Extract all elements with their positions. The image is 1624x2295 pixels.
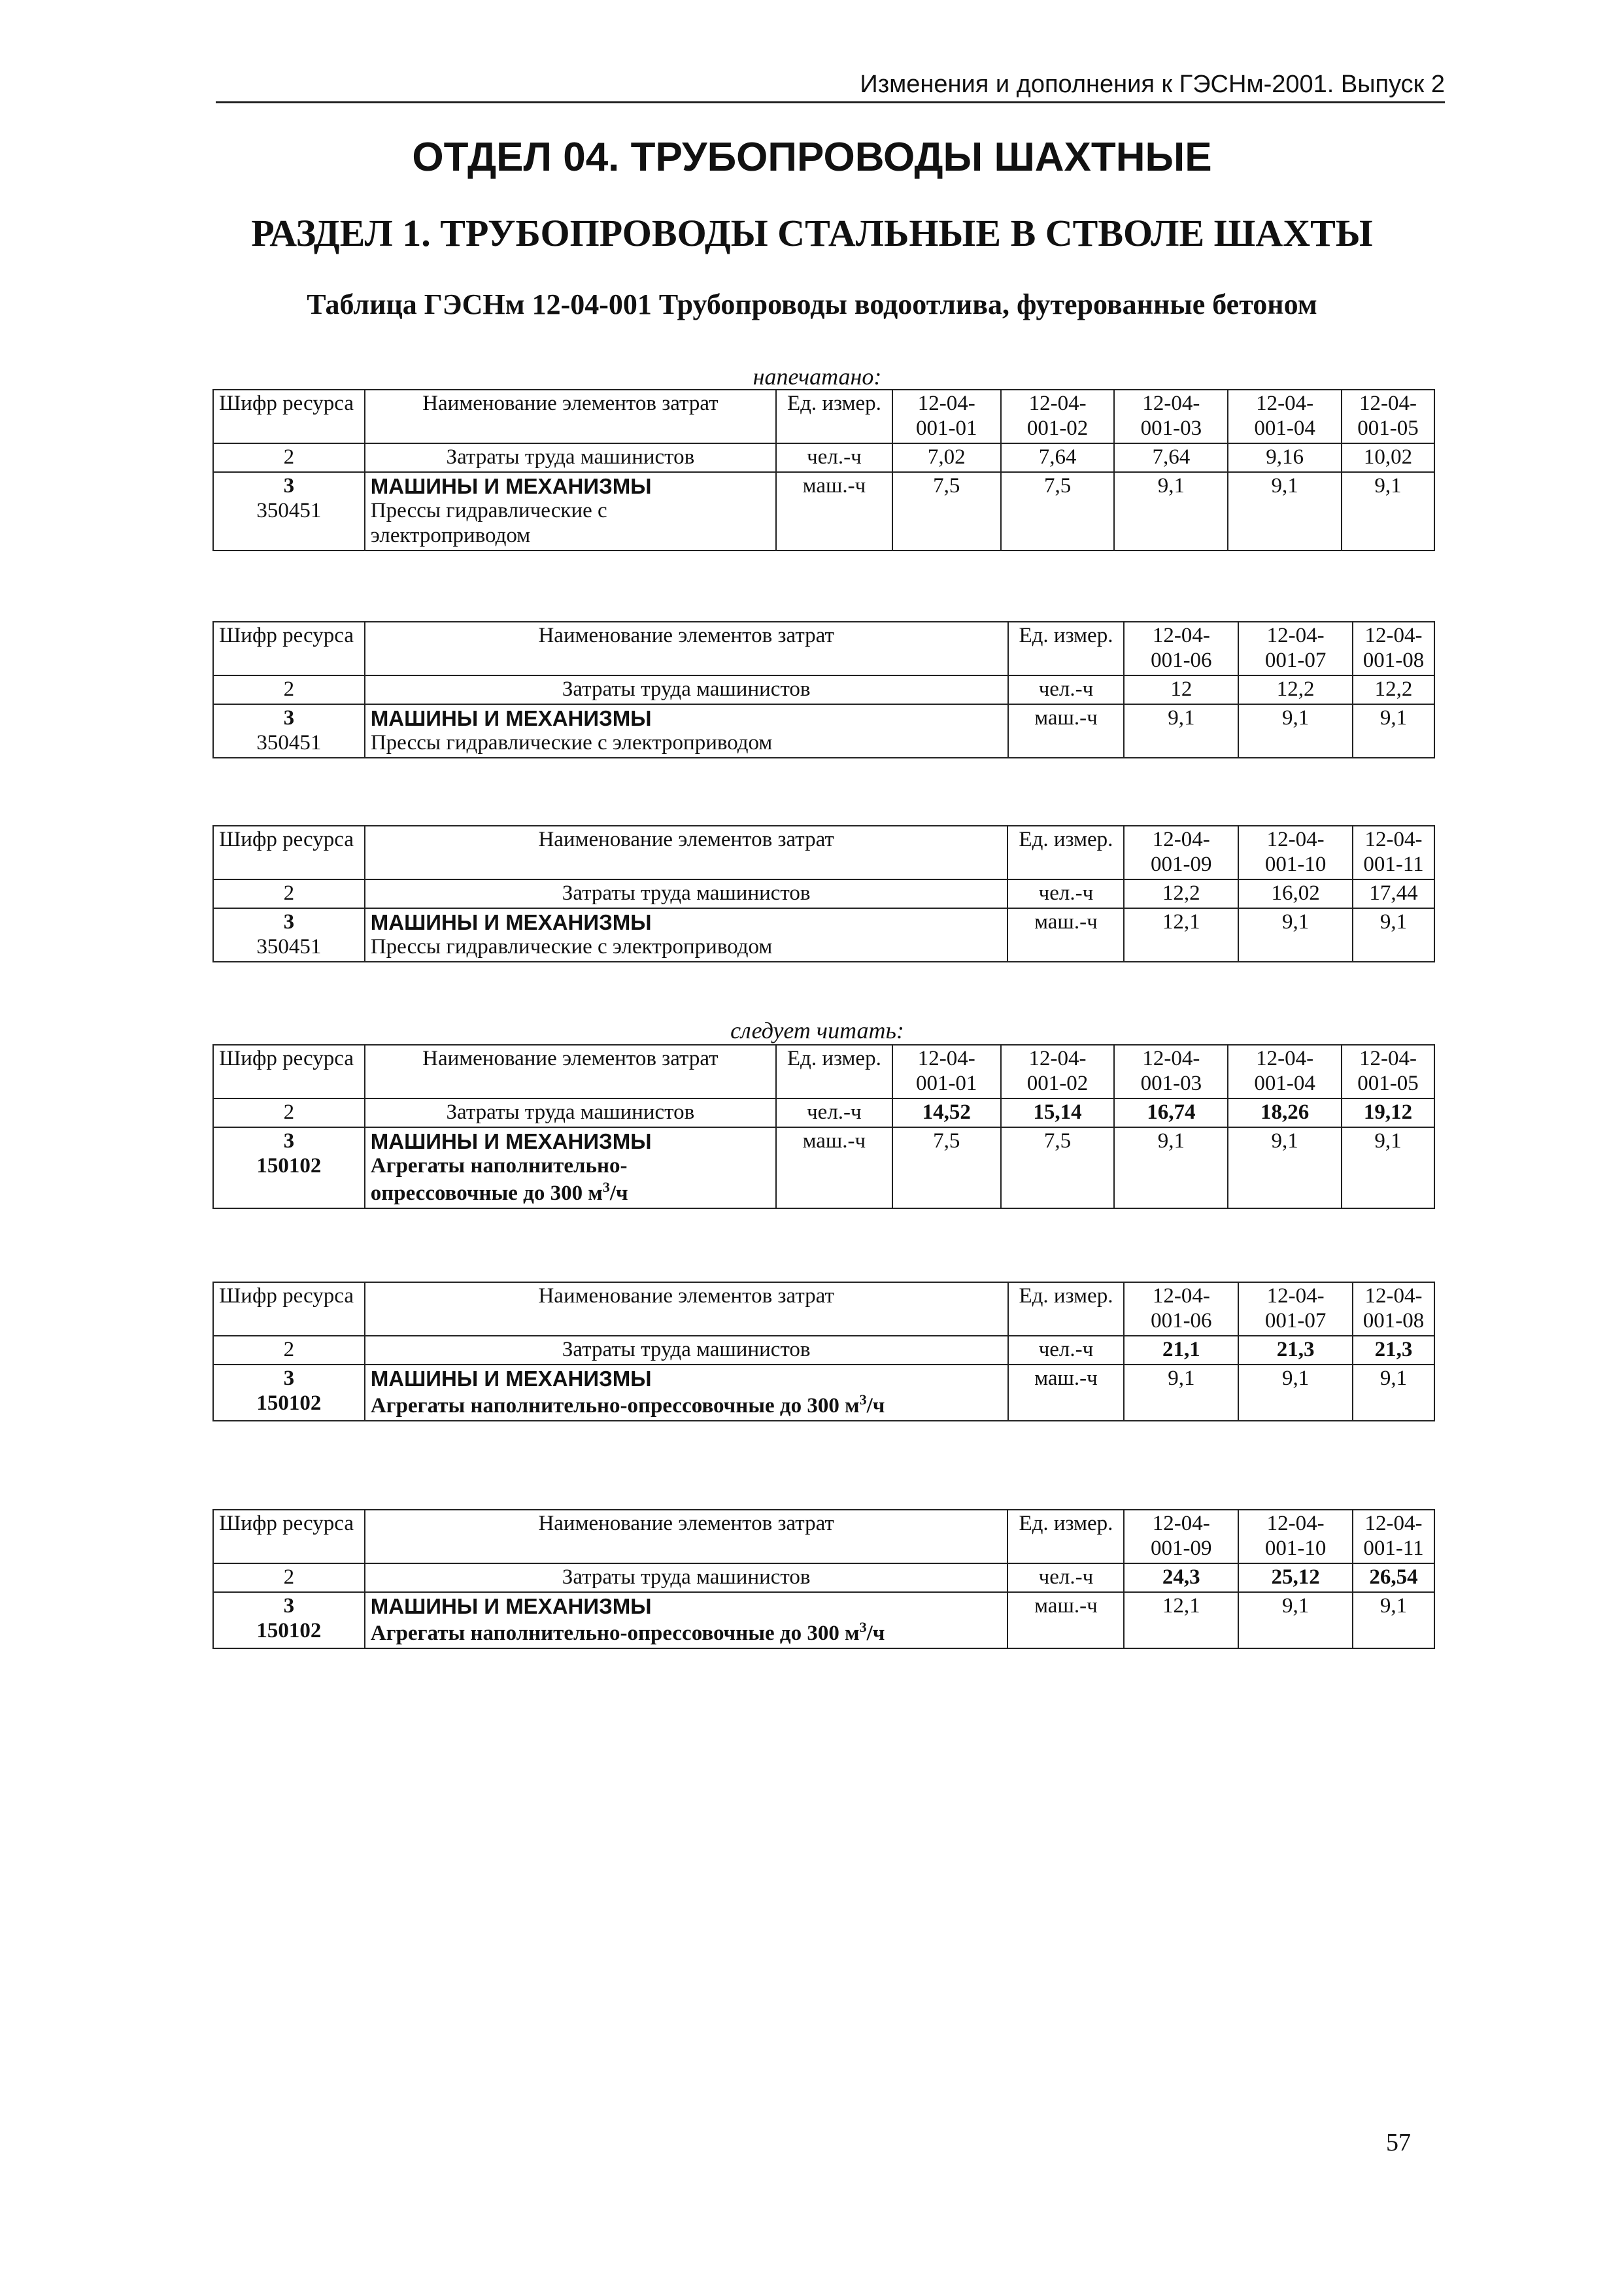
norm-code-header: 12-04- 001-11 [1353, 826, 1434, 879]
machine-name-text: Прессы гидравлические с электроприводом [370, 934, 773, 959]
machine-code: 350451 [256, 934, 322, 959]
resource-unit: чел.-ч [1008, 675, 1125, 704]
printed-caption: напечатано: [753, 364, 882, 390]
machine-code-cell [213, 1127, 365, 1208]
group-code: 3 [283, 910, 295, 934]
machine-name-cell [365, 1592, 1008, 1648]
resource-name: Затраты труда машинистов [365, 675, 1008, 704]
machine-value: 9,1 [1353, 1592, 1434, 1648]
machine-unit: маш.-ч [1008, 1365, 1125, 1421]
header-name: Наименование элементов затрат [365, 1282, 1008, 1336]
norm-code-header: 12-04- 001-07 [1238, 1282, 1353, 1336]
machine-row [213, 1592, 1434, 1648]
norm-code-header: 12-04- 001-09 [1124, 826, 1238, 879]
printed-table [212, 389, 1435, 551]
header-code: Шифр ресурса [213, 1282, 365, 1336]
header-row [213, 1510, 1434, 1563]
machine-row [213, 1365, 1434, 1421]
machine-value: 9,1 [1114, 472, 1228, 551]
machine-code: 150102 [256, 1153, 322, 1178]
header-row [213, 1045, 1434, 1098]
machine-value: 9,1 [1114, 1127, 1228, 1208]
machine-name [371, 1619, 1002, 1646]
resource-name: Затраты труда машинистов [365, 1336, 1008, 1365]
machine-code: 150102 [256, 1618, 322, 1642]
header-name: Наименование элементов затрат [365, 826, 1008, 879]
header-unit: Ед. измер. [776, 1045, 892, 1098]
page-number: 57 [1386, 2129, 1411, 2156]
group-code: 3 [283, 1366, 295, 1390]
labor-value: 15,14 [1001, 1098, 1115, 1127]
machine-value: 9,1 [1238, 908, 1353, 962]
machine-code-cell [213, 908, 365, 962]
labor-value: 7,02 [892, 443, 1001, 472]
labor-value: 19,12 [1342, 1098, 1434, 1127]
machine-name [371, 935, 1002, 960]
machine-name-sup: 3 [859, 1618, 867, 1635]
machine-row [213, 1127, 1434, 1208]
norm-code-header: 12-04- 001-08 [1353, 622, 1434, 675]
printed-table [212, 825, 1435, 962]
norm-code-header: 12-04- 001-02 [1001, 390, 1115, 443]
printed-table [212, 621, 1435, 758]
norm-code-header: 12-04- 001-11 [1353, 1510, 1434, 1563]
machine-unit: маш.-ч [1008, 704, 1125, 758]
machine-value: 7,5 [1001, 1127, 1115, 1208]
labor-row [213, 675, 1434, 704]
norm-code-header: 12-04- 001-01 [892, 390, 1001, 443]
machine-value: 12,1 [1124, 908, 1238, 962]
read-table [212, 1509, 1435, 1649]
norm-code-header: 12-04- 001-05 [1342, 1045, 1434, 1098]
labor-value: 21,3 [1238, 1336, 1353, 1365]
header-name: Наименование элементов затрат [365, 1510, 1008, 1563]
norm-code-header: 12-04- 001-07 [1238, 622, 1353, 675]
header-name: Наименование элементов затрат [365, 1045, 776, 1098]
machine-name-text: Прессы гидравлические с электроприводом [370, 730, 773, 755]
labor-value: 21,1 [1124, 1336, 1238, 1365]
labor-value: 12 [1124, 675, 1238, 704]
resource-name: Затраты труда машинистов [365, 1098, 776, 1127]
machine-name-tail: /ч [609, 1181, 628, 1205]
header-code: Шифр ресурса [213, 390, 365, 443]
labor-value: 12,2 [1353, 675, 1434, 704]
resource-code: 2 [213, 443, 365, 472]
header-unit: Ед. измер. [776, 390, 892, 443]
norm-code-header: 12-04- 001-02 [1001, 1045, 1115, 1098]
header-unit: Ед. измер. [1008, 622, 1125, 675]
norm-code-header: 12-04- 001-08 [1353, 1282, 1434, 1336]
header-row [213, 1282, 1434, 1336]
resource-name: Затраты труда машинистов [365, 1563, 1008, 1592]
machine-row [213, 908, 1434, 962]
resource-name: Затраты труда машинистов [365, 879, 1008, 908]
header-code: Шифр ресурса [213, 1045, 365, 1098]
machine-name-sup: 3 [602, 1178, 610, 1195]
resource-code: 2 [213, 675, 365, 704]
machine-value: 9,1 [1353, 1365, 1434, 1421]
header-unit: Ед. измер. [1007, 826, 1124, 879]
group-name: МАШИНЫ И МЕХАНИЗМЫ [370, 706, 652, 730]
read-table [212, 1282, 1435, 1421]
machine-code: 350451 [256, 730, 322, 755]
norm-code-header: 12-04- 001-06 [1124, 622, 1238, 675]
resource-unit: чел.-ч [1008, 1336, 1125, 1365]
labor-value: 12,2 [1238, 675, 1353, 704]
resource-unit: чел.-ч [1007, 1563, 1124, 1592]
header-name: Наименование элементов затрат [365, 390, 776, 443]
machine-name-sup: 3 [859, 1391, 867, 1408]
machine-value: 7,5 [892, 472, 1001, 551]
machine-name-cell [365, 908, 1008, 962]
labor-row [213, 1563, 1434, 1592]
group-code: 3 [283, 1129, 295, 1153]
norm-code-header: 12-04- 001-03 [1114, 390, 1228, 443]
labor-value: 16,74 [1114, 1098, 1228, 1127]
norm-code-header: 12-04- 001-04 [1228, 390, 1342, 443]
norm-code-header: 12-04- 001-05 [1342, 390, 1434, 443]
labor-value: 24,3 [1124, 1563, 1238, 1592]
labor-value: 18,26 [1228, 1098, 1342, 1127]
machine-value: 9,1 [1342, 472, 1434, 551]
group-name: МАШИНЫ И МЕХАНИЗМЫ [370, 910, 652, 934]
machine-value: 9,1 [1342, 1127, 1434, 1208]
resource-unit: чел.-ч [1007, 879, 1124, 908]
machine-value: 9,1 [1353, 908, 1434, 962]
header-code: Шифр ресурса [213, 1510, 365, 1563]
group-name: МАШИНЫ И МЕХАНИЗМЫ [370, 1366, 652, 1391]
labor-value: 7,64 [1114, 443, 1228, 472]
norm-code-header: 12-04- 001-10 [1238, 826, 1353, 879]
group-name: МАШИНЫ И МЕХАНИЗМЫ [370, 1129, 652, 1153]
group-name: МАШИНЫ И МЕХАНИЗМЫ [370, 1593, 652, 1618]
machine-unit: маш.-ч [1007, 1592, 1124, 1648]
resource-code: 2 [213, 879, 365, 908]
machine-value: 12,1 [1124, 1592, 1238, 1648]
labor-value: 25,12 [1238, 1563, 1353, 1592]
machine-name-cell [365, 704, 1008, 758]
group-code: 3 [283, 473, 295, 498]
header-code: Шифр ресурса [213, 622, 365, 675]
machine-code: 350451 [256, 498, 322, 522]
resource-code: 2 [213, 1098, 365, 1127]
machine-unit: маш.-ч [1007, 908, 1124, 962]
norm-code-header: 12-04- 001-09 [1124, 1510, 1238, 1563]
labor-value: 7,64 [1001, 443, 1115, 472]
machine-value: 9,1 [1124, 1365, 1238, 1421]
header-unit: Ед. измер. [1007, 1510, 1124, 1563]
machine-name [371, 499, 770, 549]
labor-value: 17,44 [1353, 879, 1434, 908]
running-header: Изменения и дополнения к ГЭСНм-2001. Выпуск 2 [216, 71, 1445, 103]
header-name: Наименование элементов затрат [365, 622, 1008, 675]
machine-value: 9,1 [1228, 1127, 1342, 1208]
machine-value: 9,1 [1238, 704, 1353, 758]
machine-code-cell [213, 704, 365, 758]
table-title: Таблица ГЭСНм 12-04-001 Трубопроводы водоотлива, футерованные бетоном [307, 288, 1317, 320]
norm-code-header: 12-04- 001-04 [1228, 1045, 1342, 1098]
resource-unit: чел.-ч [776, 443, 892, 472]
machine-name-text: Агрегаты наполнительно-опрессовочные до 300 м [370, 1393, 860, 1418]
group-code: 3 [283, 706, 295, 730]
machine-name-text: Агрегаты наполнительно-опрессовочные до 300 м [370, 1621, 860, 1645]
machine-value: 7,5 [1001, 472, 1115, 551]
department-title: ОТДЕЛ 04. ТРУБОПРОВОДЫ ШАХТНЫЕ [412, 135, 1212, 180]
resource-unit: чел.-ч [776, 1098, 892, 1127]
labor-value: 9,16 [1228, 443, 1342, 472]
resource-code: 2 [213, 1563, 365, 1592]
machine-value: 9,1 [1124, 704, 1238, 758]
labor-value: 26,54 [1353, 1563, 1434, 1592]
norm-code-header: 12-04- 001-06 [1124, 1282, 1238, 1336]
labor-row [213, 1336, 1434, 1365]
header-row [213, 622, 1434, 675]
read-caption: следует читать: [730, 1017, 904, 1044]
machine-code-cell [213, 472, 365, 551]
machine-value: 9,1 [1353, 704, 1434, 758]
labor-value: 14,52 [892, 1098, 1001, 1127]
labor-value: 12,2 [1124, 879, 1238, 908]
machine-value: 7,5 [892, 1127, 1001, 1208]
machine-row [213, 472, 1434, 551]
header-code: Шифр ресурса [213, 826, 365, 879]
header-unit: Ед. измер. [1008, 1282, 1125, 1336]
machine-code-cell [213, 1592, 365, 1648]
labor-value: 16,02 [1238, 879, 1353, 908]
norm-code-header: 12-04- 001-01 [892, 1045, 1001, 1098]
resource-code: 2 [213, 1336, 365, 1365]
norm-code-header: 12-04- 001-03 [1114, 1045, 1228, 1098]
group-code: 3 [283, 1593, 295, 1618]
machine-name-cell [365, 472, 776, 551]
machine-row [213, 704, 1434, 758]
section-title: РАЗДЕЛ 1. ТРУБОПРОВОДЫ СТАЛЬНЫЕ В СТВОЛЕ ШАХТЫ [251, 212, 1373, 254]
labor-row [213, 443, 1434, 472]
machine-unit: маш.-ч [776, 472, 892, 551]
header-row [213, 826, 1434, 879]
machine-value: 9,1 [1238, 1365, 1353, 1421]
machine-name [371, 731, 1002, 756]
machine-name-cell [365, 1127, 776, 1208]
machine-value: 9,1 [1228, 472, 1342, 551]
machine-code-cell [213, 1365, 365, 1421]
group-name: МАШИНЫ И МЕХАНИЗМЫ [370, 473, 652, 498]
machine-value: 9,1 [1238, 1592, 1353, 1648]
header-row [213, 390, 1434, 443]
machine-name-cell [365, 1365, 1008, 1421]
machine-name-tail: /ч [866, 1621, 885, 1645]
machine-name-text: Прессы гидравлические с электроприводом [370, 498, 607, 547]
machine-name [371, 1391, 1002, 1419]
norm-code-header: 12-04- 001-10 [1238, 1510, 1353, 1563]
labor-row [213, 879, 1434, 908]
resource-name: Затраты труда машинистов [365, 443, 776, 472]
read-table [212, 1044, 1435, 1209]
machine-unit: маш.-ч [776, 1127, 892, 1208]
labor-value: 21,3 [1353, 1336, 1434, 1365]
machine-name-text: Агрегаты наполнительно-опрессовочные до 300 м [370, 1153, 628, 1205]
labor-value: 10,02 [1342, 443, 1434, 472]
machine-name-tail: /ч [866, 1393, 885, 1418]
machine-code: 150102 [256, 1391, 322, 1415]
labor-row [213, 1098, 1434, 1127]
machine-name [371, 1154, 770, 1206]
